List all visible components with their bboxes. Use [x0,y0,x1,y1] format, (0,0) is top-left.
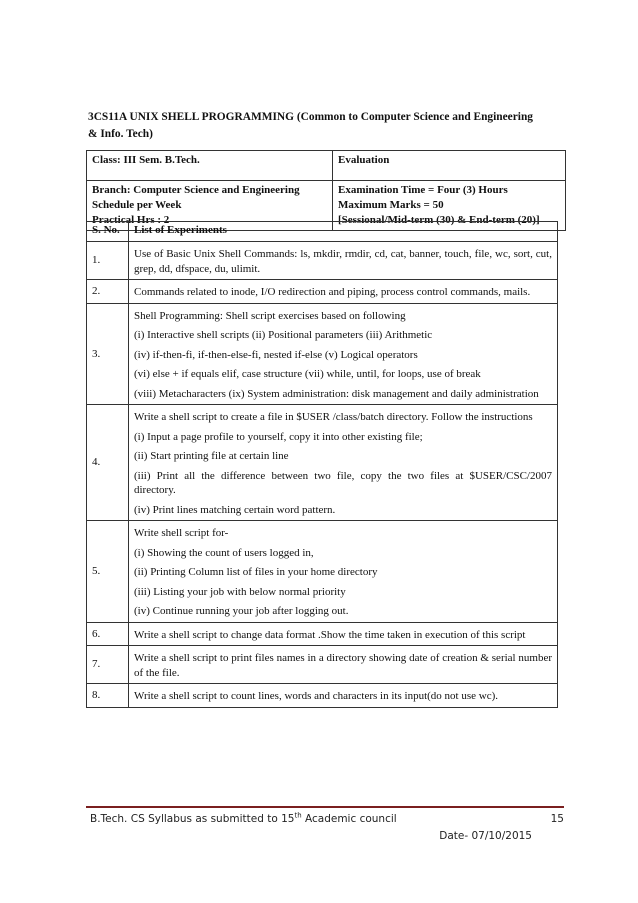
footer-rule [86,806,564,808]
evaluation-cell: Evaluation [333,151,566,181]
experiment-row [87,521,558,623]
exam-time-label: Examination Time = Four (3) Hours [338,184,508,196]
experiment-row [87,280,558,304]
class-cell: Class: III Sem. B.Tech. [87,151,333,181]
experiment-number: 8. [87,684,129,708]
info-row-class [87,151,566,181]
footer-text-before: B.Tech. CS Syllabus as submitted to 15 [90,813,295,825]
max-marks-label: Maximum Marks = 50 [338,199,444,211]
experiment-text: (iii) Listing your job with below normal priority [134,585,346,598]
experiment-number: 7. [87,646,129,684]
experiment-text: (viii) Metacharacters (ix) System administration: disk management and daily administration [134,387,539,400]
experiments-table [86,221,558,708]
experiment-row [87,622,558,646]
experiment-text: Use of Basic Unix Shell Commands: ls, mkdir, rmdir, cd, cat, banner, touch, file, wc, sort, cut, grep, dd, dfspace, du, ulimit. [134,248,552,275]
experiment-text: (i) Showing the count of users logged in, [134,546,314,559]
practical-hours-label: Practical Hrs : 2 [92,214,170,226]
experiment-row [87,242,558,280]
footer-text [90,813,397,825]
branch-label: Branch: Computer Science and Engineering [92,184,300,196]
page-footer [90,811,564,842]
footer-superscript: th [294,811,302,820]
sessional-label: [Sessional/Mid-term (30) & End-term (20)] [338,214,540,226]
experiment-description [129,684,558,708]
footer-date: Date- 07/10/2015 [439,830,532,842]
experiments-body [87,242,558,708]
experiment-description [129,242,558,280]
experiment-text: Shell Programming: Shell script exercises based on following [134,309,406,322]
experiment-text: Write a shell script to create a file in $USER /class/batch directory. Follow the instructions [134,411,533,423]
course-info-table [86,150,566,231]
experiment-number: 2. [87,280,129,304]
experiment-text: (ii) Start printing file at certain line [134,450,289,462]
experiment-row [87,405,558,521]
experiment-number: 4. [87,405,129,521]
title-line-2: & Info. Tech) [88,128,153,140]
experiment-description [129,622,558,646]
list-header: List of Experiments [129,222,558,242]
experiment-text: (i) Interactive shell scripts (ii) Positional parameters (iii) Arithmetic [134,329,433,341]
experiment-text: (iv) Print lines matching certain word pattern. [134,503,336,516]
experiment-description [129,303,558,405]
experiment-row [87,646,558,684]
experiment-text: (i) Input a page profile to yourself, copy it into other existing file; [134,430,423,443]
experiment-text: Write a shell script to print files names in a directory showing date of creation & serial number of the file. [134,652,552,679]
experiment-text: (iv) if-then-fi, if-then-else-fi, nested if-else (v) Logical operators [134,348,418,361]
experiment-description [129,280,558,304]
experiment-text: (ii) Printing Column list of files in your home directory [134,566,378,578]
title-line-1: 3CS11A UNIX SHELL PROGRAMMING (Common to Computer Science and Engineering [88,111,533,123]
footer-text-after: Academic council [301,813,397,825]
page-number: 15 [550,813,564,825]
experiment-text: Write shell script for- [134,527,229,539]
experiment-row [87,303,558,405]
experiment-number: 5. [87,521,129,623]
experiment-number: 3. [87,303,129,405]
experiment-number: 6. [87,622,129,646]
experiment-text: Write a shell script to change data format .Show the time taken in execution of this script [134,628,526,641]
experiments-header-row [87,222,558,242]
sno-header: S. No. [87,222,129,242]
document-title [88,109,548,143]
experiment-number: 1. [87,242,129,280]
experiment-description [129,405,558,521]
experiment-text: (iv) Continue running your job after logging out. [134,605,349,617]
experiment-description [129,521,558,623]
schedule-label: Schedule per Week [92,199,182,211]
experiment-text: Write a shell script to count lines, words and characters in its input(do not use wc). [134,690,498,702]
experiment-row [87,684,558,708]
experiment-description [129,646,558,684]
experiment-text: Commands related to inode, I/O redirection and piping, process control commands, mails. [134,286,531,298]
experiment-text: (iii) Print all the difference between two file, copy the two files at $USER/CSC/2007 directory. [134,469,552,496]
experiment-text: (vi) else + if equals elif, case structure (vii) while, until, for loops, use of break [134,368,481,380]
